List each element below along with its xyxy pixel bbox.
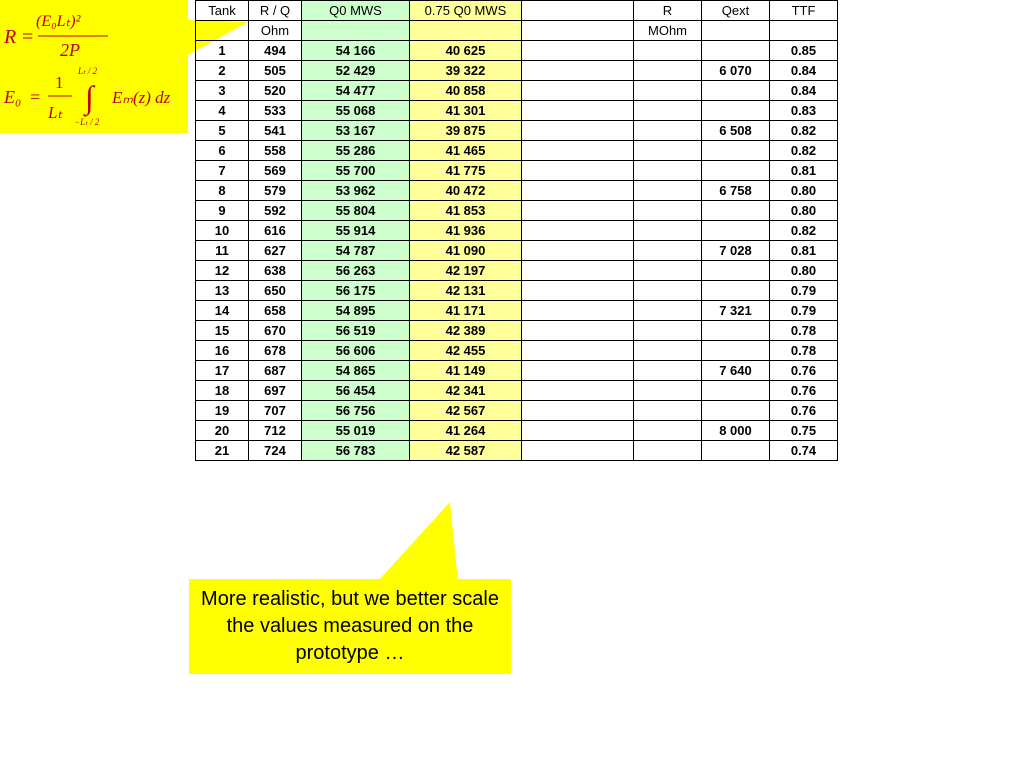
cell-q0-mws: 56 756	[302, 401, 410, 421]
cell-r	[634, 41, 702, 61]
cell-qext	[702, 441, 770, 461]
note-callout-pointer	[370, 500, 470, 582]
table-row	[196, 281, 838, 301]
cell-r-over-q: 697	[249, 381, 302, 401]
cell-r-over-q: 650	[249, 281, 302, 301]
cell-q0-mws: 56 175	[302, 281, 410, 301]
cell-ttf: 0.80	[770, 201, 838, 221]
cell-q0-mws: 56 783	[302, 441, 410, 461]
cell-q0-mws: 56 519	[302, 321, 410, 341]
cell-ttf: 0.83	[770, 101, 838, 121]
table-row	[196, 381, 838, 401]
cell-tank: 4	[196, 101, 249, 121]
cell-075-q0-mws: 41 853	[410, 201, 522, 221]
cell-r	[634, 201, 702, 221]
cell-blank	[522, 61, 634, 81]
cell-blank	[522, 321, 634, 341]
cell-075-q0-mws: 42 341	[410, 381, 522, 401]
note-text: More realistic, but we better scale the values measured on the prototype …	[201, 588, 499, 664]
unit-blank	[522, 21, 634, 41]
table-row	[196, 421, 838, 441]
cell-q0-mws: 55 286	[302, 141, 410, 161]
table-row	[196, 221, 838, 241]
table-row	[196, 181, 838, 201]
header-r: R	[634, 1, 702, 21]
unit-ttf	[770, 21, 838, 41]
cell-ttf: 0.75	[770, 421, 838, 441]
cell-r	[634, 301, 702, 321]
units-row	[196, 21, 838, 41]
table-row	[196, 341, 838, 361]
cell-q0-mws: 54 477	[302, 81, 410, 101]
cell-075-q0-mws: 39 322	[410, 61, 522, 81]
cell-ttf: 0.82	[770, 141, 838, 161]
cell-q0-mws: 54 895	[302, 301, 410, 321]
cell-blank	[522, 221, 634, 241]
cell-075-q0-mws: 40 472	[410, 181, 522, 201]
cell-blank	[522, 81, 634, 101]
cell-ttf: 0.79	[770, 281, 838, 301]
cell-ttf: 0.76	[770, 381, 838, 401]
cell-qext: 7 640	[702, 361, 770, 381]
cell-r-over-q: 707	[249, 401, 302, 421]
table-row	[196, 321, 838, 341]
cell-075-q0-mws: 41 090	[410, 241, 522, 261]
cell-tank: 17	[196, 361, 249, 381]
cell-075-q0-mws: 42 567	[410, 401, 522, 421]
table-row	[196, 441, 838, 461]
integral-sign-icon: ∫	[85, 79, 94, 115]
cell-qext	[702, 201, 770, 221]
unit-q0-mws	[302, 21, 410, 41]
cell-blank	[522, 141, 634, 161]
cell-blank	[522, 261, 634, 281]
cell-blank	[522, 281, 634, 301]
cell-blank	[522, 381, 634, 401]
cell-qext	[702, 81, 770, 101]
cell-tank: 2	[196, 61, 249, 81]
header-row	[196, 1, 838, 21]
cell-r-over-q: 579	[249, 181, 302, 201]
table-row	[196, 81, 838, 101]
header-q0-mws: Q0 MWS	[302, 1, 410, 21]
e0-fraction-denominator: Lₜ	[48, 103, 63, 122]
cell-tank: 18	[196, 381, 249, 401]
cell-r-over-q: 658	[249, 301, 302, 321]
cell-075-q0-mws: 42 131	[410, 281, 522, 301]
cell-r	[634, 181, 702, 201]
cell-r-over-q: 558	[249, 141, 302, 161]
cell-075-q0-mws: 41 264	[410, 421, 522, 441]
cell-qext: 6 758	[702, 181, 770, 201]
cell-075-q0-mws: 41 936	[410, 221, 522, 241]
cell-ttf: 0.82	[770, 121, 838, 141]
cell-qext	[702, 381, 770, 401]
cell-r	[634, 341, 702, 361]
cell-r-over-q: 678	[249, 341, 302, 361]
cell-r-over-q: 494	[249, 41, 302, 61]
cell-blank	[522, 361, 634, 381]
cell-qext	[702, 221, 770, 241]
unit-tank	[196, 21, 249, 41]
e0-formula-lhs: E₀	[4, 87, 22, 107]
cell-tank: 6	[196, 141, 249, 161]
cell-ttf: 0.76	[770, 401, 838, 421]
cell-075-q0-mws: 39 875	[410, 121, 522, 141]
cell-075-q0-mws: 42 455	[410, 341, 522, 361]
cell-tank: 15	[196, 321, 249, 341]
header-tank: Tank	[196, 1, 249, 21]
table-row	[196, 261, 838, 281]
note-callout	[189, 579, 511, 674]
cell-q0-mws: 55 804	[302, 201, 410, 221]
cell-q0-mws: 52 429	[302, 61, 410, 81]
table-row	[196, 401, 838, 421]
cell-blank	[522, 401, 634, 421]
cell-ttf: 0.76	[770, 361, 838, 381]
cell-q0-mws: 55 068	[302, 101, 410, 121]
cell-blank	[522, 341, 634, 361]
cell-075-q0-mws: 41 301	[410, 101, 522, 121]
table-row	[196, 201, 838, 221]
cell-r-over-q: 520	[249, 81, 302, 101]
cell-q0-mws: 55 700	[302, 161, 410, 181]
cell-q0-mws: 56 454	[302, 381, 410, 401]
cell-ttf: 0.79	[770, 301, 838, 321]
header-r-over-q: R / Q	[249, 1, 302, 21]
cell-qext	[702, 261, 770, 281]
cell-qext	[702, 281, 770, 301]
cell-tank: 10	[196, 221, 249, 241]
cell-blank	[522, 301, 634, 321]
table-row	[196, 361, 838, 381]
integrand: Eₘ(z) dz	[112, 88, 171, 107]
cell-075-q0-mws: 42 197	[410, 261, 522, 281]
cell-tank: 13	[196, 281, 249, 301]
cell-r-over-q: 505	[249, 61, 302, 81]
cell-q0-mws: 54 865	[302, 361, 410, 381]
cell-qext: 7 321	[702, 301, 770, 321]
svg-text:=: =	[30, 87, 41, 107]
cell-r	[634, 321, 702, 341]
cell-r	[634, 121, 702, 141]
table-row	[196, 121, 838, 141]
cell-blank	[522, 421, 634, 441]
cell-r	[634, 441, 702, 461]
cell-q0-mws: 55 914	[302, 221, 410, 241]
cell-075-q0-mws: 42 587	[410, 441, 522, 461]
cell-ttf: 0.80	[770, 261, 838, 281]
cell-tank: 9	[196, 201, 249, 221]
cell-q0-mws: 55 019	[302, 421, 410, 441]
cell-r-over-q: 712	[249, 421, 302, 441]
header-075-q0-mws: 0.75 Q0 MWS	[410, 1, 522, 21]
cell-q0-mws: 56 263	[302, 261, 410, 281]
table-row	[196, 241, 838, 261]
cell-ttf: 0.81	[770, 241, 838, 261]
cell-qext	[702, 41, 770, 61]
cell-tank: 11	[196, 241, 249, 261]
cell-r	[634, 61, 702, 81]
table-row	[196, 41, 838, 61]
e0-fraction-numerator: 1	[55, 73, 64, 92]
table-body	[196, 41, 838, 461]
cell-075-q0-mws: 41 775	[410, 161, 522, 181]
cell-r-over-q: 592	[249, 201, 302, 221]
cell-qext: 6 508	[702, 121, 770, 141]
cell-q0-mws: 53 167	[302, 121, 410, 141]
cell-r-over-q: 638	[249, 261, 302, 281]
cell-q0-mws: 56 606	[302, 341, 410, 361]
cell-ttf: 0.84	[770, 61, 838, 81]
unit-r-over-q: Ohm	[249, 21, 302, 41]
cell-ttf: 0.78	[770, 321, 838, 341]
cell-qext	[702, 101, 770, 121]
cell-tank: 7	[196, 161, 249, 181]
header-ttf: TTF	[770, 1, 838, 21]
cell-ttf: 0.84	[770, 81, 838, 101]
cell-qext: 7 028	[702, 241, 770, 261]
cell-q0-mws: 54 787	[302, 241, 410, 261]
svg-text:=: =	[22, 26, 34, 48]
cell-r	[634, 161, 702, 181]
cell-tank: 8	[196, 181, 249, 201]
cell-tank: 1	[196, 41, 249, 61]
cell-r	[634, 361, 702, 381]
cell-r	[634, 221, 702, 241]
unit-qext	[702, 21, 770, 41]
cell-r-over-q: 541	[249, 121, 302, 141]
unit-075-q0-mws	[410, 21, 522, 41]
cell-tank: 21	[196, 441, 249, 461]
table-row	[196, 61, 838, 81]
cell-blank	[522, 181, 634, 201]
cell-ttf: 0.82	[770, 221, 838, 241]
cell-blank	[522, 441, 634, 461]
cell-r	[634, 401, 702, 421]
cell-qext: 6 070	[702, 61, 770, 81]
r-formula-lhs: R	[4, 26, 17, 48]
cell-tank: 5	[196, 121, 249, 141]
cell-blank	[522, 201, 634, 221]
cell-qext: 8 000	[702, 421, 770, 441]
cell-075-q0-mws: 40 858	[410, 81, 522, 101]
cell-q0-mws: 53 962	[302, 181, 410, 201]
cell-r-over-q: 569	[249, 161, 302, 181]
cell-r-over-q: 533	[249, 101, 302, 121]
cell-075-q0-mws: 41 171	[410, 301, 522, 321]
cell-075-q0-mws: 42 389	[410, 321, 522, 341]
table-row	[196, 301, 838, 321]
cell-r	[634, 81, 702, 101]
cell-qext	[702, 321, 770, 341]
cell-075-q0-mws: 41 465	[410, 141, 522, 161]
cell-tank: 20	[196, 421, 249, 441]
unit-r: MOhm	[634, 21, 702, 41]
cell-tank: 19	[196, 401, 249, 421]
tank-data-table	[195, 0, 838, 461]
cell-tank: 3	[196, 81, 249, 101]
table-row	[196, 161, 838, 181]
header-blank	[522, 1, 634, 21]
cell-ttf: 0.81	[770, 161, 838, 181]
cell-blank	[522, 101, 634, 121]
cell-qext	[702, 401, 770, 421]
cell-ttf: 0.80	[770, 181, 838, 201]
cell-q0-mws: 54 166	[302, 41, 410, 61]
cell-blank	[522, 161, 634, 181]
r-formula-numerator: (E₀Lₜ)²	[36, 13, 81, 30]
cell-r-over-q: 627	[249, 241, 302, 261]
cell-qext	[702, 161, 770, 181]
cell-r	[634, 421, 702, 441]
cell-blank	[522, 41, 634, 61]
cell-ttf: 0.85	[770, 41, 838, 61]
cell-blank	[522, 121, 634, 141]
cell-075-q0-mws: 41 149	[410, 361, 522, 381]
cell-r-over-q: 687	[249, 361, 302, 381]
cell-r	[634, 281, 702, 301]
cell-r	[634, 141, 702, 161]
cell-qext	[702, 341, 770, 361]
cell-ttf: 0.74	[770, 441, 838, 461]
header-qext: Qext	[702, 1, 770, 21]
cell-tank: 14	[196, 301, 249, 321]
cell-r-over-q: 616	[249, 221, 302, 241]
table-row	[196, 101, 838, 121]
r-formula-denominator: 2P	[60, 40, 80, 60]
cell-r-over-q: 670	[249, 321, 302, 341]
cell-r-over-q: 724	[249, 441, 302, 461]
cell-blank	[522, 241, 634, 261]
cell-tank: 16	[196, 341, 249, 361]
cell-r	[634, 381, 702, 401]
cell-r	[634, 261, 702, 281]
cell-075-q0-mws: 40 625	[410, 41, 522, 61]
table-row	[196, 141, 838, 161]
integral-lower-limit: −Lₜ / 2	[74, 117, 100, 127]
cell-tank: 12	[196, 261, 249, 281]
integral-upper-limit: Lₜ / 2	[78, 66, 98, 76]
cell-r	[634, 241, 702, 261]
cell-qext	[702, 141, 770, 161]
cell-ttf: 0.78	[770, 341, 838, 361]
formula-svg	[0, 0, 188, 133]
cell-r	[634, 101, 702, 121]
